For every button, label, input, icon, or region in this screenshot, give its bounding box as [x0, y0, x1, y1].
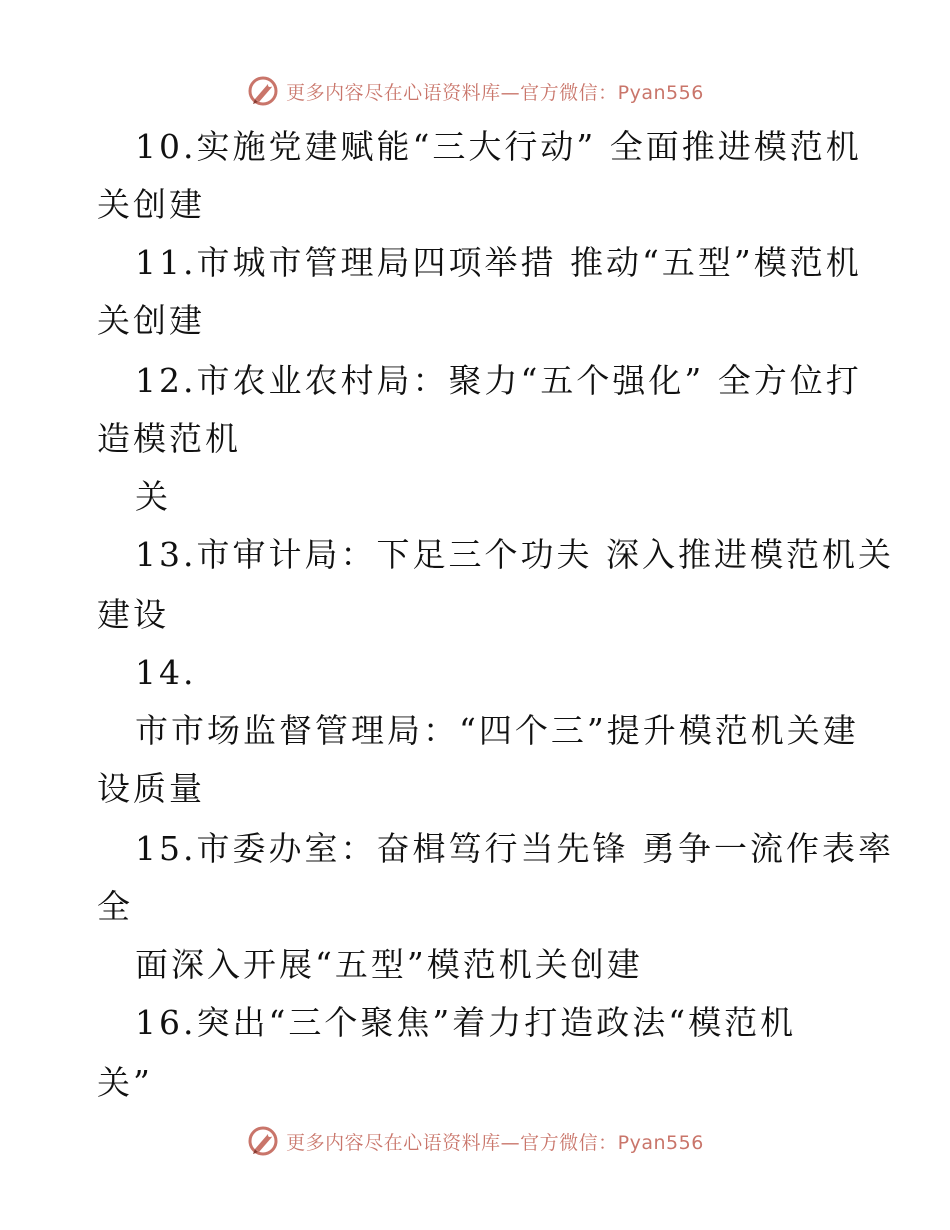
list-item-line: 15.市委办室：奋楫笃行当先锋 勇争一流作表率 [135, 829, 894, 868]
watermark-text: 更多内容尽在心语资料库—官方微信：Pyan556 [286, 1131, 704, 1154]
writing-pen-logo-icon [246, 1124, 280, 1158]
list-item-line: 关创建 [97, 301, 205, 340]
list-item-line: 13.市审计局：下足三个功夫 深入推进模范机关 [135, 535, 894, 574]
writing-pen-logo-icon [246, 74, 280, 108]
list-item-line: 14. [135, 653, 197, 692]
list-item-line: 造模范机 [97, 419, 241, 458]
list-item-line: 全 [97, 887, 133, 926]
list-item-line: 12.市农业农村局：聚力“五个强化” 全方位打 [135, 361, 862, 400]
list-item-line: 设质量 [97, 769, 205, 808]
list-item-line: 市市场监督管理局：“四个三”提升模范机关建 [135, 711, 859, 750]
list-item-line: 关创建 [97, 185, 205, 224]
list-item-line: 16.突出“三个聚焦”着力打造政法“模范机 [135, 1003, 797, 1042]
list-item-line: 面深入开展“五型”模范机关创建 [135, 945, 643, 984]
list-item-line: 建设 [97, 595, 169, 634]
footer-watermark [0, 1121, 950, 1161]
header-watermark [0, 71, 950, 111]
list-item-line: 关 [135, 477, 171, 516]
watermark-text: 更多内容尽在心语资料库—官方微信：Pyan556 [286, 81, 704, 104]
list-item-line: 关” [97, 1063, 153, 1102]
list-item-line: 10.实施党建赋能“三大行动” 全面推进模范机 [135, 127, 862, 166]
list-item-line: 11.市城市管理局四项举措 推动“五型”模范机 [135, 243, 862, 282]
